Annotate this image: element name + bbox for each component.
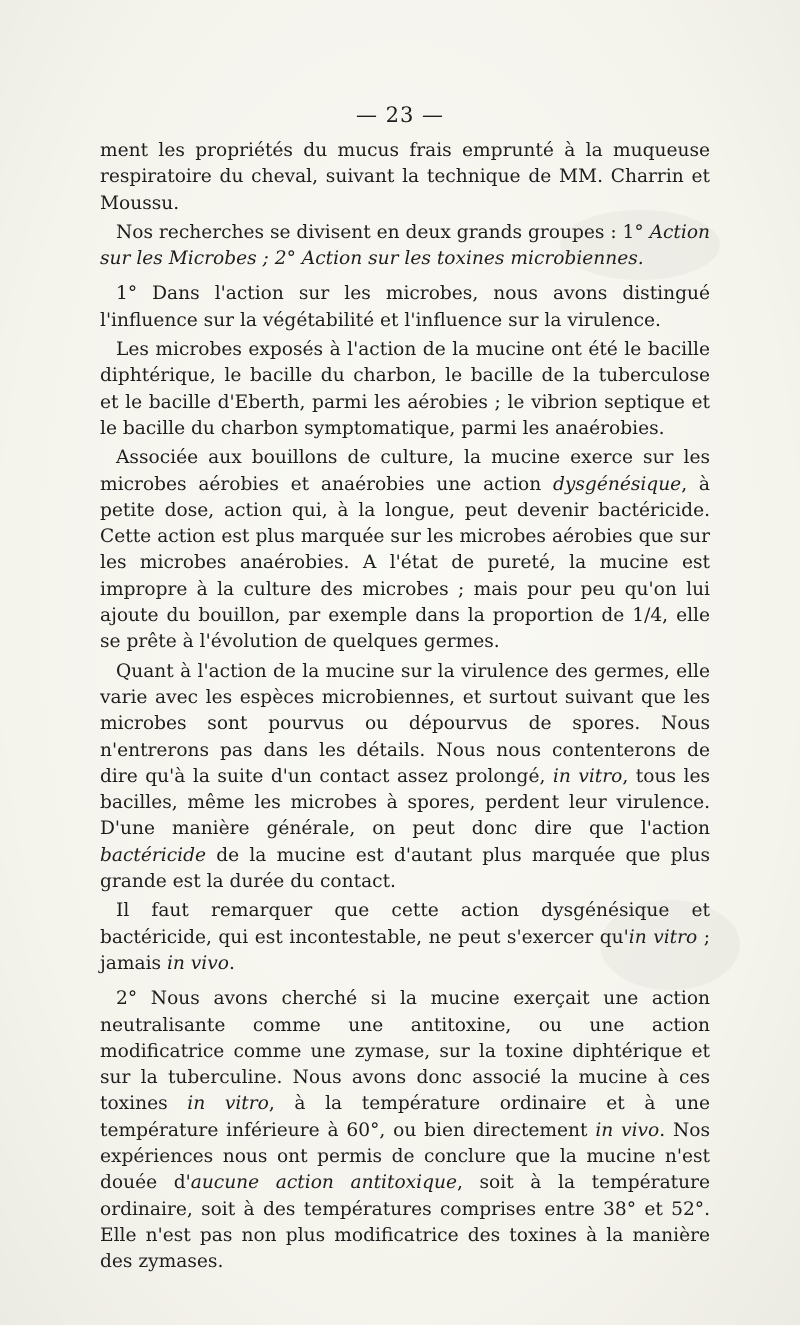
paragraph-text: , soit à la température ordinaire, soit à des températures comprises entre 38° et 52°. Elle n'est pas non plus modificatrice des toxines à la manière des zymases. — [100, 1172, 710, 1273]
paragraph-2 — [100, 220, 710, 273]
paragraph-text: , tous les bacilles, même les microbes à spores, perdent leur virulence. D'une manière générale, on peut donc dire que l'action — [100, 765, 710, 840]
paragraph-5 — [100, 445, 710, 655]
paragraph-text: de la mucine est d'autant plus marquée que plus grande est la durée du contact. — [100, 844, 710, 893]
paragraph-text: Il faut remarquer que cette action dysgénésique et bactéricide, qui est incontestable, ne peut s'exercer qu' — [100, 900, 710, 948]
italic-text: in vitro — [552, 765, 623, 787]
paragraph-text: Nos recherches se divisent en deux grands groupes : 1° — [116, 221, 650, 243]
paragraph-8 — [100, 986, 710, 1275]
italic-text: aucune action antitoxique — [190, 1172, 457, 1194]
italic-text: bactéricide — [100, 844, 206, 866]
italic-text: in vitro — [628, 926, 698, 948]
paragraph-text: Associée aux bouillons de culture, la mucine exerce sur les microbes aérobies et anaérobies une action — [100, 447, 710, 495]
paragraph-text: . Nos expériences nous ont permis de conclure que la mucine n'est douée d' — [100, 1119, 710, 1194]
paragraph-4 — [100, 337, 710, 442]
page-number: — 23 — — [355, 103, 445, 127]
paragraph-6 — [100, 659, 710, 896]
italic-text: in vitro — [187, 1093, 269, 1115]
paragraph-text: 1° Dans l'action sur les microbes, nous avons distingué l'influence sur la végétabilité et l'influence sur la virulence. — [100, 283, 710, 331]
paragraph-text: Quant à l'action de la mucine sur la virulence des germes, elle varie avec les espèces microbiennes, et surtout suivant que les microbes sont pourvus ou dépourvus de spores. Nous n'entrerons pas dans les détails. Nous nous contenterons de dire qu'à la suite d'un contact assez prolongé, — [100, 660, 710, 787]
paragraph-3 — [100, 281, 710, 334]
paragraph-text: , à petite dose, action qui, à la longue, peut devenir bactéricide. Cette action est plus marquée sur les microbes aérobies que sur les microbes anaérobies. A l'état de pureté, la mucine est impropre à la culture des microbes ; mais pour peu qu'on lui ajoute du bouillon, par exemple dans la proportion de 1/4, elle se prête à l'évolution de quelques germes. — [100, 473, 710, 653]
paragraph-text: 2° Nous avons cherché si la mucine exerçait une action neutralisante comme une antitoxine, ou une action modificatrice comme une zymase, sur la toxine diphtérique et sur la tuberculine. Nous avons donc associé la mucine à ces toxines — [100, 988, 710, 1115]
italic-text: Action sur les Microbes ; 2° Action sur les toxines microbiennes. — [100, 221, 710, 270]
paragraph-text: , à la température ordinaire et à une température inférieure à 60°, ou bien directement — [100, 1093, 711, 1141]
paragraph-1 — [100, 138, 710, 217]
paragraph-text: ; jamais — [100, 926, 710, 974]
body-text — [100, 138, 710, 1278]
italic-text: in vivo — [166, 952, 229, 974]
italic-text: in vivo — [595, 1119, 660, 1141]
paragraph-text: ment les propriétés du mucus frais emprunté à la muqueuse respiratoire du cheval, suivant la technique de MM. Charrin et Moussu. — [100, 140, 710, 214]
paragraph-text: . — [228, 952, 235, 974]
paragraph-text: Les microbes exposés à l'action de la mucine ont été le bacille diphtérique, le bacille du charbon, le bacille de la tuberculose et le bacille d'Eberth, parmi les aérobies ; le vibrion septique et le bacille du charbon symptomatique, parmi les anaérobies. — [100, 339, 710, 439]
paragraph-7 — [100, 898, 710, 977]
italic-text: dysgénésique — [552, 473, 682, 495]
